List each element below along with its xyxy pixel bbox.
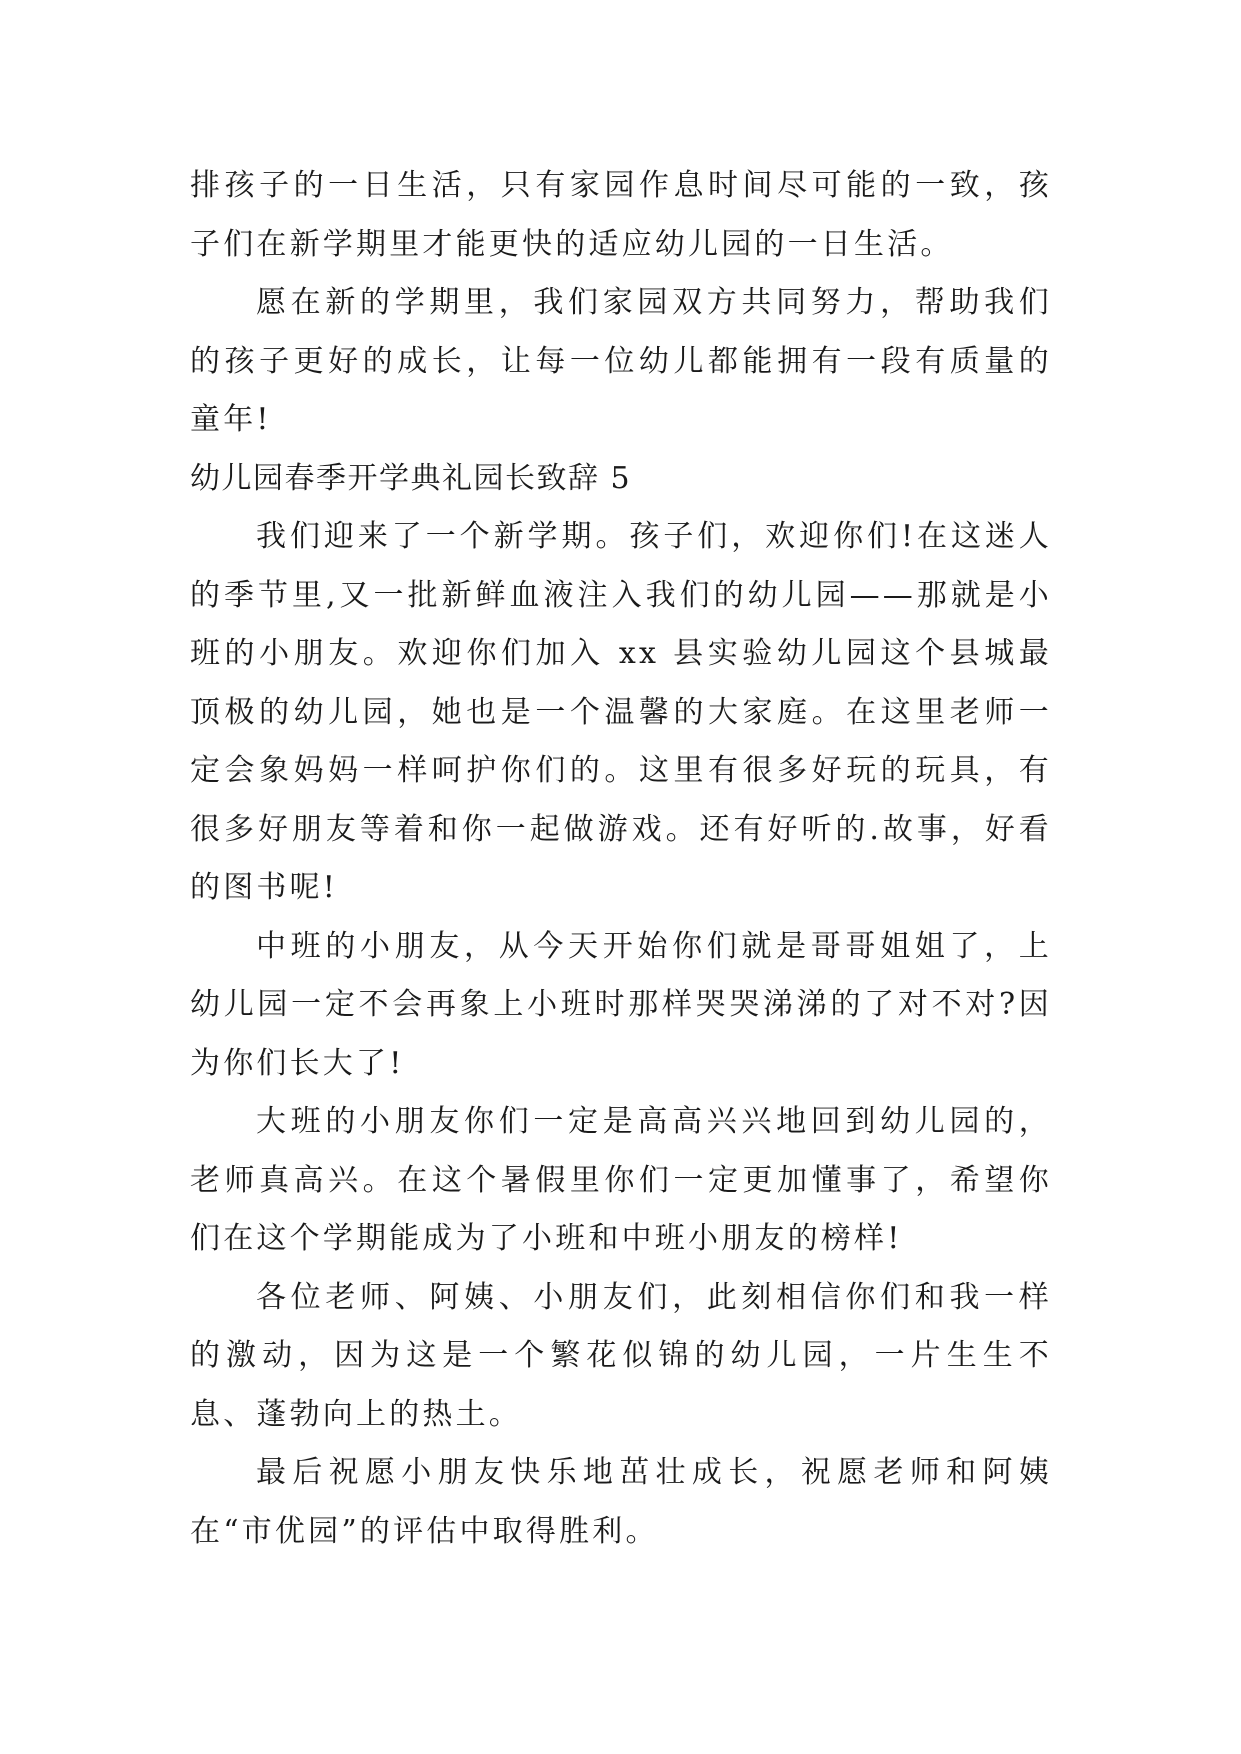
paragraph-closing: 最后祝愿小朋友快乐地茁壮成长，祝愿老师和阿姨在“市优园”的评估中取得胜利。 — [190, 1455, 1052, 1549]
paragraph-teachers: 各位老师、阿姨、小朋友们，此刻相信你们和我一样的激动，因为这是一个繁花似锦的幼儿园，一片生生不息、蓬勃向上的热土。 — [190, 1279, 1052, 1432]
paragraph-continuation: 排孩子的一日生活，只有家园作息时间尽可能的一致，孩子们在新学期里才能更快的适应幼儿园的一日生活。 — [190, 168, 1052, 262]
paragraph-middle-class: 中班的小朋友，从今天开始你们就是哥哥姐姐了，上幼儿园一定不会再象上小班时那样哭哭涕涕的了对不对?因为你们长大了! — [190, 928, 1052, 1081]
paragraph-wish: 愿在新的学期里，我们家园双方共同努力，帮助我们的孩子更好的成长，让每一位幼儿都能拥有一段有质量的童年! — [190, 285, 1052, 437]
section-heading: 幼儿园春季开学典礼园长致辞 5 — [190, 460, 632, 496]
paragraph-big-class: 大班的小朋友你们一定是高高兴兴地回到幼儿园的，老师真高兴。在这个暑假里你们一定更加懂事了，希望你们在这个学期能成为了小班和中班小朋友的榜样! — [190, 1104, 1052, 1256]
paragraph-welcome-small-class: 我们迎来了一个新学期。孩子们，欢迎你们!在这迷人的季节里,又一批新鲜血液注入我们的幼儿园——那就是小班的小朋友。欢迎你们加入 xx 县实验幼儿园这个县城最顶极的幼儿园，她也是一个温馨的大家庭。在这里老师一定会象妈妈一样呵护你们的。这里有很多好玩的玩具，有很多好朋友等着和你一起做游戏。还有好听的.故事，好看的图书呢! — [190, 519, 1052, 905]
document-body — [190, 157, 1052, 1561]
